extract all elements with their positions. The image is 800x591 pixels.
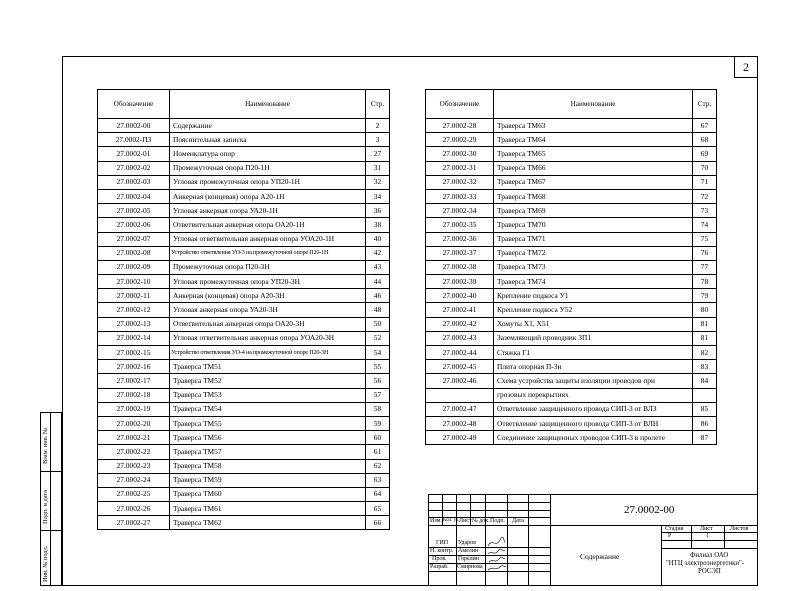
row-page: 61: [366, 445, 390, 459]
row-name: Траверса ТМ52: [170, 374, 366, 388]
row-name: Хомуты Х1, Х51: [494, 317, 693, 331]
table-row: [98, 275, 390, 289]
table-row: [98, 473, 390, 487]
contents-table-left: [97, 89, 390, 530]
row-code: 27.0002-15: [98, 346, 170, 360]
row-page: 36: [366, 204, 390, 218]
row-code: 27.0002-07: [98, 232, 170, 246]
row-page: 32: [366, 175, 390, 189]
row-name: Стяжка Г1: [494, 346, 693, 360]
row-page: 85: [693, 402, 717, 416]
table-row: [426, 402, 717, 416]
row-code: 27.0002-11: [98, 289, 170, 303]
table-row: [98, 487, 390, 501]
header-designation: Обозначение: [426, 90, 494, 119]
row-code: 27.0002-24: [98, 473, 170, 487]
row-page: 68: [693, 133, 717, 147]
row-name: Траверса ТМ55: [170, 416, 366, 430]
row-page: 81: [693, 317, 717, 331]
row-name: Содержание: [170, 119, 366, 133]
row-name: Пояснительная записка: [170, 133, 366, 147]
row-page: 69: [693, 147, 717, 161]
row-code: 27.0002-23: [98, 459, 170, 473]
table-row: [98, 374, 390, 388]
row-code: 27.0002-48: [426, 416, 494, 430]
table-row: [426, 260, 717, 274]
row-name: Угловая промежуточная опора УП20-1Н: [170, 175, 366, 189]
row-page: 76: [693, 246, 717, 260]
table-row: [98, 175, 390, 189]
row-name: Заземляющий проводник ЗП1: [494, 331, 693, 345]
table-row: [98, 161, 390, 175]
row-name: Траверса ТМ65: [494, 147, 693, 161]
row-page: 78: [693, 275, 717, 289]
row-name: Траверса ТМ59: [170, 473, 366, 487]
row-code: 27.0002-04: [98, 189, 170, 203]
table-row: [98, 388, 390, 402]
row-code: 27.0002-10: [98, 275, 170, 289]
row-name: Траверса ТМ58: [170, 459, 366, 473]
row-code: 27.0002-31: [426, 161, 494, 175]
table-row: [98, 204, 390, 218]
title-block: [428, 494, 758, 586]
table-row: [426, 218, 717, 232]
row-page: 48: [366, 303, 390, 317]
row-name: Траверса ТМ60: [170, 487, 366, 501]
row-code: 27.0002-02: [98, 161, 170, 175]
table-row: [98, 189, 390, 203]
row-code: 27.0002-47: [426, 402, 494, 416]
row-name: Траверса ТМ72: [494, 246, 693, 260]
col-ndok: № док.: [472, 518, 490, 524]
row-page: 46: [366, 289, 390, 303]
row-code: 27.0002-35: [426, 218, 494, 232]
table-row: [98, 232, 390, 246]
row-page: 86: [693, 416, 717, 430]
table-row: [98, 416, 390, 430]
row-page: 27: [366, 147, 390, 161]
row-name: Ответвительная анкерная опора ОА20-3Н: [170, 317, 366, 331]
table-row: [426, 431, 717, 445]
table-row: [426, 388, 717, 402]
table-row: [98, 516, 390, 530]
row-code: 27.0002-49: [426, 431, 494, 445]
table-row: [98, 260, 390, 274]
row-page: 79: [693, 289, 717, 303]
row-name: грозовых перекрытиях: [494, 388, 693, 402]
sheet-label: Лист: [700, 526, 713, 532]
row-code: 27.0002-37: [426, 246, 494, 260]
row-page: 57: [366, 388, 390, 402]
row-code: 27.0002-29: [426, 133, 494, 147]
role-razrab: Разраб.: [430, 564, 449, 570]
row-code: 27.0002-22: [98, 445, 170, 459]
row-page: 81: [693, 331, 717, 345]
table-row: [426, 374, 717, 388]
row-page: 64: [366, 487, 390, 501]
stamp-field-podp: [50, 471, 62, 531]
header-name: Наименование: [494, 90, 693, 119]
row-page: [693, 388, 717, 402]
row-page: 31: [366, 161, 390, 175]
signatures-graphic: [486, 534, 507, 572]
row-code: 27.0002-03: [98, 175, 170, 189]
table-row: [98, 218, 390, 232]
org-line-3: РОСЭП: [698, 568, 721, 575]
row-name: Траверса ТМ70: [494, 218, 693, 232]
row-page: 63: [366, 473, 390, 487]
table-row: [426, 161, 717, 175]
table-row: [426, 303, 717, 317]
row-page: 75: [693, 232, 717, 246]
row-page: 38: [366, 218, 390, 232]
row-name: Крепление подкоса У52: [494, 303, 693, 317]
row-code: 27.0002-30: [426, 147, 494, 161]
table-row: [98, 147, 390, 161]
row-name: Траверса ТМ64: [494, 133, 693, 147]
row-page: 62: [366, 459, 390, 473]
table-row: [98, 360, 390, 374]
row-page: 54: [366, 346, 390, 360]
row-page: 70: [693, 161, 717, 175]
row-name: Анкерная (концевая) опора А20-3Н: [170, 289, 366, 303]
row-code: 27.0002-45: [426, 360, 494, 374]
row-page: 42: [366, 246, 390, 260]
row-page: 67: [693, 119, 717, 133]
row-code: [426, 388, 494, 402]
row-name: Траверса ТМ63: [494, 119, 693, 133]
stage-value: Р: [668, 533, 672, 539]
header-page: Стр.: [693, 90, 717, 119]
row-page: 66: [366, 516, 390, 530]
row-name: Траверса ТМ51: [170, 360, 366, 374]
row-name: Устройство ответвления УО-3 на промежуточной опоре П20-1Н: [170, 246, 366, 260]
row-page: 50: [366, 317, 390, 331]
col-izm: Изм.: [430, 518, 442, 524]
row-code: 27.0002-33: [426, 189, 494, 203]
stamp-field-inv: [50, 530, 62, 586]
row-code: 27.0002-17: [98, 374, 170, 388]
row-name: Угловая ответвительная анкерная опора УОА20-1Н: [170, 232, 366, 246]
row-code: 27.0002-34: [426, 204, 494, 218]
row-page: 73: [693, 204, 717, 218]
row-name: Ответвление защищенного провода СИП-3 от ВЛН: [494, 416, 693, 430]
table-row: [98, 402, 390, 416]
stamp-field-vzam: [50, 412, 62, 472]
row-page: 44: [366, 275, 390, 289]
row-name: Ответвление защищенного провода СИП-3 от ВЛЗ: [494, 402, 693, 416]
table-row: [426, 133, 717, 147]
table-row: [426, 289, 717, 303]
row-page: 58: [366, 402, 390, 416]
row-page: 34: [366, 189, 390, 203]
row-code: 27.0002-25: [98, 487, 170, 501]
col-podp: Подп.: [490, 518, 505, 524]
row-name: Угловая анкерная опора УА20-1Н: [170, 204, 366, 218]
row-code: 27.0002-46: [426, 374, 494, 388]
row-code: 27.0002-ПЗ: [98, 133, 170, 147]
row-code: 27.0002-43: [426, 331, 494, 345]
row-name: Угловая ответвительная анкерная опора УОА20-3Н: [170, 331, 366, 345]
row-name: Крепление подкоса У1: [494, 289, 693, 303]
doc-title: Содержание: [580, 552, 620, 561]
row-page: 77: [693, 260, 717, 274]
table-row: [426, 416, 717, 430]
table-row: [98, 431, 390, 445]
row-code: 27.0002-41: [426, 303, 494, 317]
row-page: 65: [366, 502, 390, 516]
row-code: 27.0002-09: [98, 260, 170, 274]
row-page: 87: [693, 431, 717, 445]
side-stamp-strip: [40, 412, 62, 586]
table-row: [98, 133, 390, 147]
row-name: Промежуточная опора П20-1Н: [170, 161, 366, 175]
row-page: 52: [366, 331, 390, 345]
role-prov: Пров.: [432, 556, 447, 562]
table-row: [98, 289, 390, 303]
row-code: 27.0002-38: [426, 260, 494, 274]
table-row: [426, 317, 717, 331]
row-name: Траверса ТМ73: [494, 260, 693, 274]
row-code: 27.0002-26: [98, 502, 170, 516]
row-code: 27.0002-32: [426, 175, 494, 189]
table-row: [98, 502, 390, 516]
table-row: [98, 119, 390, 133]
row-page: 82: [693, 346, 717, 360]
label-inv-podl: Инв. № подл.: [42, 545, 49, 582]
name-prov: Горелин: [458, 556, 480, 562]
row-page: 43: [366, 260, 390, 274]
row-page: 80: [693, 303, 717, 317]
role-gip: ГИП: [436, 540, 449, 546]
org-line-1: Филиал ОАО: [690, 552, 729, 559]
table-row: [426, 346, 717, 360]
row-name: Анкерная (концевая) опора А20-1Н: [170, 189, 366, 203]
row-name: Траверса ТМ66: [494, 161, 693, 175]
row-code: 27.0002-14: [98, 331, 170, 345]
row-page: 40: [366, 232, 390, 246]
row-name: Траверса ТМ62: [170, 516, 366, 530]
row-code: 27.0002-42: [426, 317, 494, 331]
row-code: 27.0002-08: [98, 246, 170, 260]
row-name: Траверса ТМ56: [170, 431, 366, 445]
row-code: 27.0002-19: [98, 402, 170, 416]
row-name: Промежуточная опора П20-3Н: [170, 260, 366, 274]
row-code: 27.0002-36: [426, 232, 494, 246]
role-nkontr: Н. контр.: [430, 548, 454, 554]
row-name: Ответвительная анкерная опора ОА20-1Н: [170, 218, 366, 232]
row-name: Угловая промежуточная опора УП20-3Н: [170, 275, 366, 289]
row-page: 71: [693, 175, 717, 189]
row-name: Схема устройства защиты изоляции проводов при: [494, 374, 693, 388]
table-row: [98, 445, 390, 459]
row-code: 27.0002-05: [98, 204, 170, 218]
row-name: Плита опорная П-3и: [494, 360, 693, 374]
row-page: 84: [693, 374, 717, 388]
table-row: [426, 204, 717, 218]
table-row: [426, 175, 717, 189]
col-kol: Кол. уч.: [443, 518, 460, 523]
table-row: [98, 459, 390, 473]
row-name: Соединение защищенных проводов СИП-3 в пролете: [494, 431, 693, 445]
org-line-2: "НТЦ электроэнергетики"-: [666, 560, 745, 567]
header-name: Наименование: [170, 90, 366, 119]
row-code: 27.0002-40: [426, 289, 494, 303]
table-row: [426, 119, 717, 133]
table-row: [426, 275, 717, 289]
name-gip: Ударов: [458, 540, 476, 546]
row-page: 60: [366, 431, 390, 445]
row-name: Траверса ТМ74: [494, 275, 693, 289]
sheets-label: Листов: [730, 526, 749, 532]
row-code: 27.0002-44: [426, 346, 494, 360]
table-row: [98, 303, 390, 317]
sheet-value: 1: [706, 533, 709, 539]
name-razrab: Смирнова: [457, 564, 483, 570]
label-vzam-inv: Взам. инв. №: [42, 427, 49, 464]
row-code: 27.0002-18: [98, 388, 170, 402]
row-code: 27.0002-00: [98, 119, 170, 133]
row-name: Траверса ТМ69: [494, 204, 693, 218]
table-row: [426, 232, 717, 246]
table-row: [98, 246, 390, 260]
row-page: 72: [693, 189, 717, 203]
row-name: Траверса ТМ57: [170, 445, 366, 459]
row-name: Угловая анкерная опора УА20-3Н: [170, 303, 366, 317]
row-name: Траверса ТМ71: [494, 232, 693, 246]
row-page: 3: [366, 133, 390, 147]
col-data: Дата: [512, 518, 524, 524]
row-code: 27.0002-12: [98, 303, 170, 317]
row-name: Устройство ответвления УО-4 на промежуточной опоре П20-3Н: [170, 346, 366, 360]
row-page: 2: [366, 119, 390, 133]
stage-label: Стадия: [665, 526, 684, 532]
row-code: 27.0002-20: [98, 416, 170, 430]
col-list: Лист: [459, 518, 472, 524]
row-name: Траверса ТМ67: [494, 175, 693, 189]
row-page: 74: [693, 218, 717, 232]
row-code: 27.0002-27: [98, 516, 170, 530]
table-row: [426, 147, 717, 161]
row-code: 27.0002-06: [98, 218, 170, 232]
table-row: [426, 360, 717, 374]
table-row: [426, 246, 717, 260]
table-row: [98, 346, 390, 360]
header-designation: Обозначение: [98, 90, 170, 119]
row-code: 27.0002-13: [98, 317, 170, 331]
contents-table-right: [425, 89, 717, 445]
page-number: 2: [734, 56, 758, 78]
row-page: 59: [366, 416, 390, 430]
row-code: 27.0002-28: [426, 119, 494, 133]
table-row: [98, 331, 390, 345]
row-name: Траверса ТМ53: [170, 388, 366, 402]
doc-code: 27.0002-00: [624, 504, 675, 516]
row-code: 27.0002-01: [98, 147, 170, 161]
row-name: Траверса ТМ68: [494, 189, 693, 203]
row-name: Траверса ТМ61: [170, 502, 366, 516]
row-code: 27.0002-21: [98, 431, 170, 445]
table-row: [426, 331, 717, 345]
row-code: 27.0002-39: [426, 275, 494, 289]
label-podp-data: Подп. и дата: [42, 489, 49, 524]
row-page: 55: [366, 360, 390, 374]
row-code: 27.0002-16: [98, 360, 170, 374]
table-row: [98, 317, 390, 331]
name-nkontr: Амелин: [458, 548, 479, 554]
table-row: [426, 189, 717, 203]
row-name: Номенклатура опор: [170, 147, 366, 161]
row-page: 83: [693, 360, 717, 374]
row-page: 56: [366, 374, 390, 388]
row-name: Траверса ТМ54: [170, 402, 366, 416]
header-page: Стр.: [366, 90, 390, 119]
